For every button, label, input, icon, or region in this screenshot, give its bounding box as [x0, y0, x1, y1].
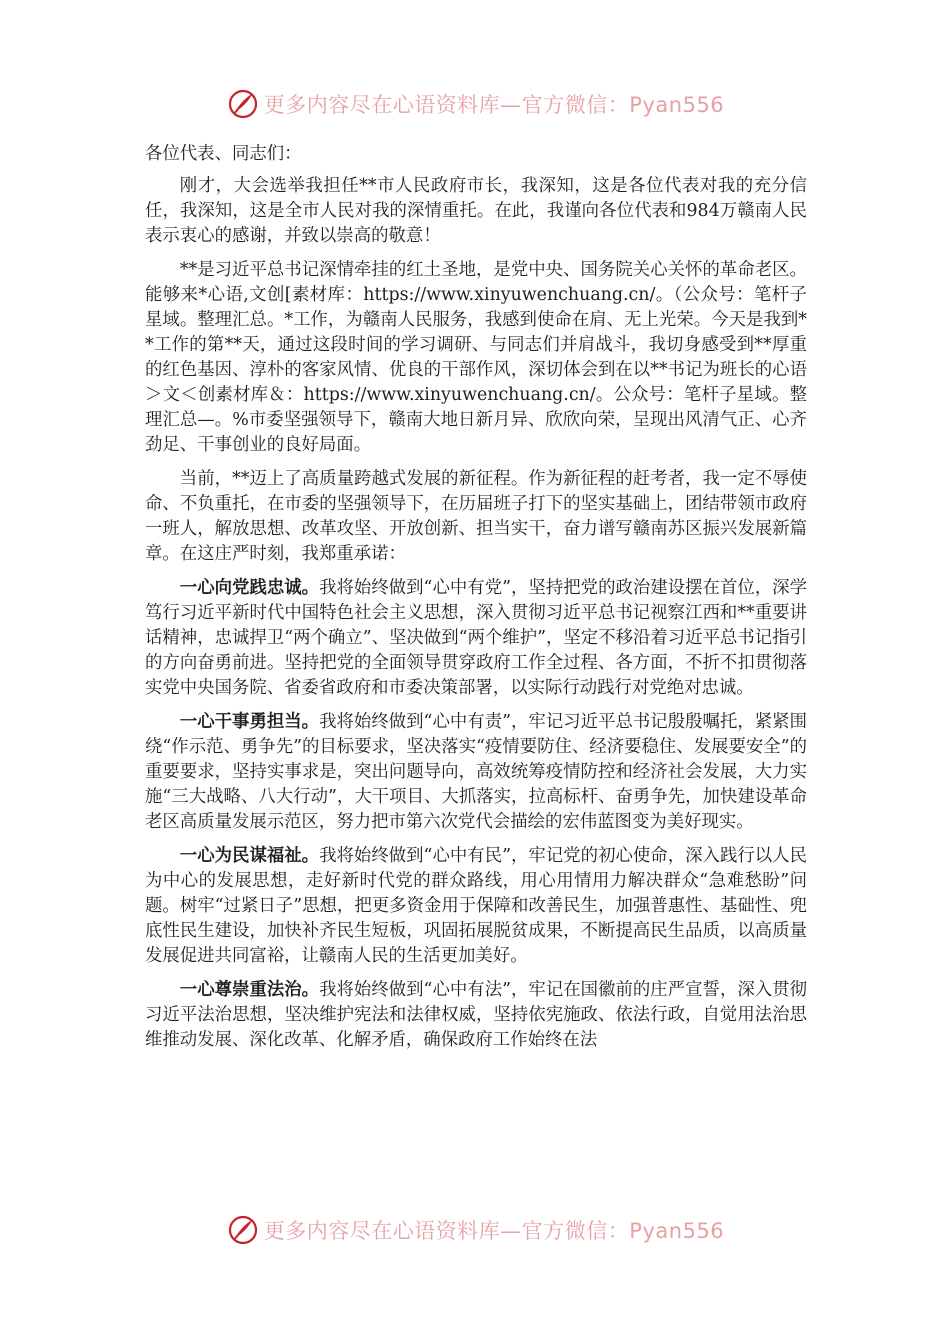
- paragraph-7-lead: 一心尊崇重法治。: [179, 980, 320, 1000]
- paragraph-4-text: 我将始终做到“心中有党”，坚持把党的政治建设摆在首位，深学笃行习近平新时代中国特色社会主义思想，深入贯彻习近平总书记视察江西和**重要讲话精神，忠诚捍卫“两个确立”、坚决做到“两个维护”，坚定不移沿着习近平总书记指引的方向奋勇前进。坚持把党的全面领导贯穿政府工作全过程、各方面，不折不扣贯彻落实党中央国务院、省委省政府和市委决策部署，以实际行动践行对党绝对忠诚。: [145, 578, 807, 698]
- paragraph-6: [145, 844, 807, 969]
- paragraph-3: 当前，**迈上了高质量跨越式发展的新征程。作为新征程的赶考者，我一定不辱使命、不负重托，在市委的坚强领导下，在历届班子打下的坚实基础上，团结带领市政府一班人，解放思想、改革攻坚、开放创新、担当实干，奋力谱写赣南苏区振兴发展新篇章。在这庄严时刻，我郑重承诺：: [145, 469, 807, 564]
- paragraph-7-text: 我将始终做到“心中有法”，牢记在国徽前的庄严宣誓，深入贯彻习近平法治思想，坚决维护宪法和法律权威，坚持依宪施政、依法行政，自觉用法治思维推动发展、深化改革、化解矛盾，确保政府工作始终在法: [145, 980, 807, 1050]
- paragraph-5: [145, 710, 807, 835]
- quill-logo-icon: [226, 1213, 260, 1247]
- footer-watermark: [0, 1210, 950, 1250]
- paragraph-5-text: 我将始终做到“心中有责”，牢记习近平总书记殷殷嘱托，紧紧围绕“作示范、勇争先”的目标要求，坚决落实“疫情要防住、经济要稳住、发展要安全”的重要要求，坚持实事求是，突出问题导向，高效统筹疫情防控和经济社会发展，大力实施“三大战略、八大行动”，大干项目、大抓落实，拉高标杆、奋勇争先，加快建设革命老区高质量发展示范区，努力把市第六次党代会描绘的宏伟蓝图变为美好现实。: [145, 712, 807, 832]
- header-watermark: [0, 84, 950, 124]
- watermark-text: 更多内容尽在心语资料库—官方微信：Pyan556: [263, 1219, 725, 1243]
- paragraph-6-lead: 一心为民谋福祉。: [179, 846, 320, 866]
- paragraph-5-lead: 一心干事勇担当。: [179, 712, 320, 732]
- paragraph-2: **是习近平总书记深情牵挂的红土圣地，是党中央、国务院关心关怀的革命老区。能够来*心语,文创[素材库：https://www.xinyuwenchuang.cn/。（公众号：笔杆子星域。整理汇总。*工作，为赣南人民服务，我感到使命在肩、无上光荣。今天是我到**工作的第**天，通过这段时间的学习调研、与同志们并肩战斗，我切身感受到**厚重的红色基因、淳朴的客家风情、优良的干部作风，深切体会到在以**书记为班长的心语＞文＜创素材库＆：https://www.xinyuwenchuang.cn/。公众号：笔杆子星域。整理汇总—。%市委坚强领导下，赣南大地日新月异、欣欣向荣，呈现出风清气正、心齐劲足、干事创业的良好局面。: [145, 260, 807, 455]
- paragraph-1: 刚才，大会选举我担任**市人民政府市长，我深知，这是各位代表对我的充分信任，我深知，这是全市人民对我的深情重托。在此，我谨向各位代表和984万赣南人民表示衷心的感谢，并致以崇高的敬意！: [145, 176, 807, 246]
- quill-logo-icon: [226, 87, 260, 121]
- salutation: 各位代表、同志们：: [145, 144, 302, 164]
- paragraph-6-text: 我将始终做到“心中有民”，牢记党的初心使命，深入践行以人民为中心的发展思想，走好新时代党的群众路线，用心用情用力解决群众“急难愁盼”问题。树牢“过紧日子”思想，把更多资金用于保障和改善民生，加强普惠性、基础性、兜底性民生建设，加快补齐民生短板，巩固拓展脱贫成果，不断提高民生品质，以高质量发展促进共同富裕，让赣南人民的生活更加美好。: [145, 846, 807, 966]
- document-body: [145, 142, 807, 1062]
- paragraph-4-lead: 一心向党践忠诚。: [179, 578, 320, 598]
- paragraph-7: [145, 978, 807, 1053]
- paragraph-4: [145, 576, 807, 701]
- watermark-text: 更多内容尽在心语资料库—官方微信：Pyan556: [263, 93, 725, 117]
